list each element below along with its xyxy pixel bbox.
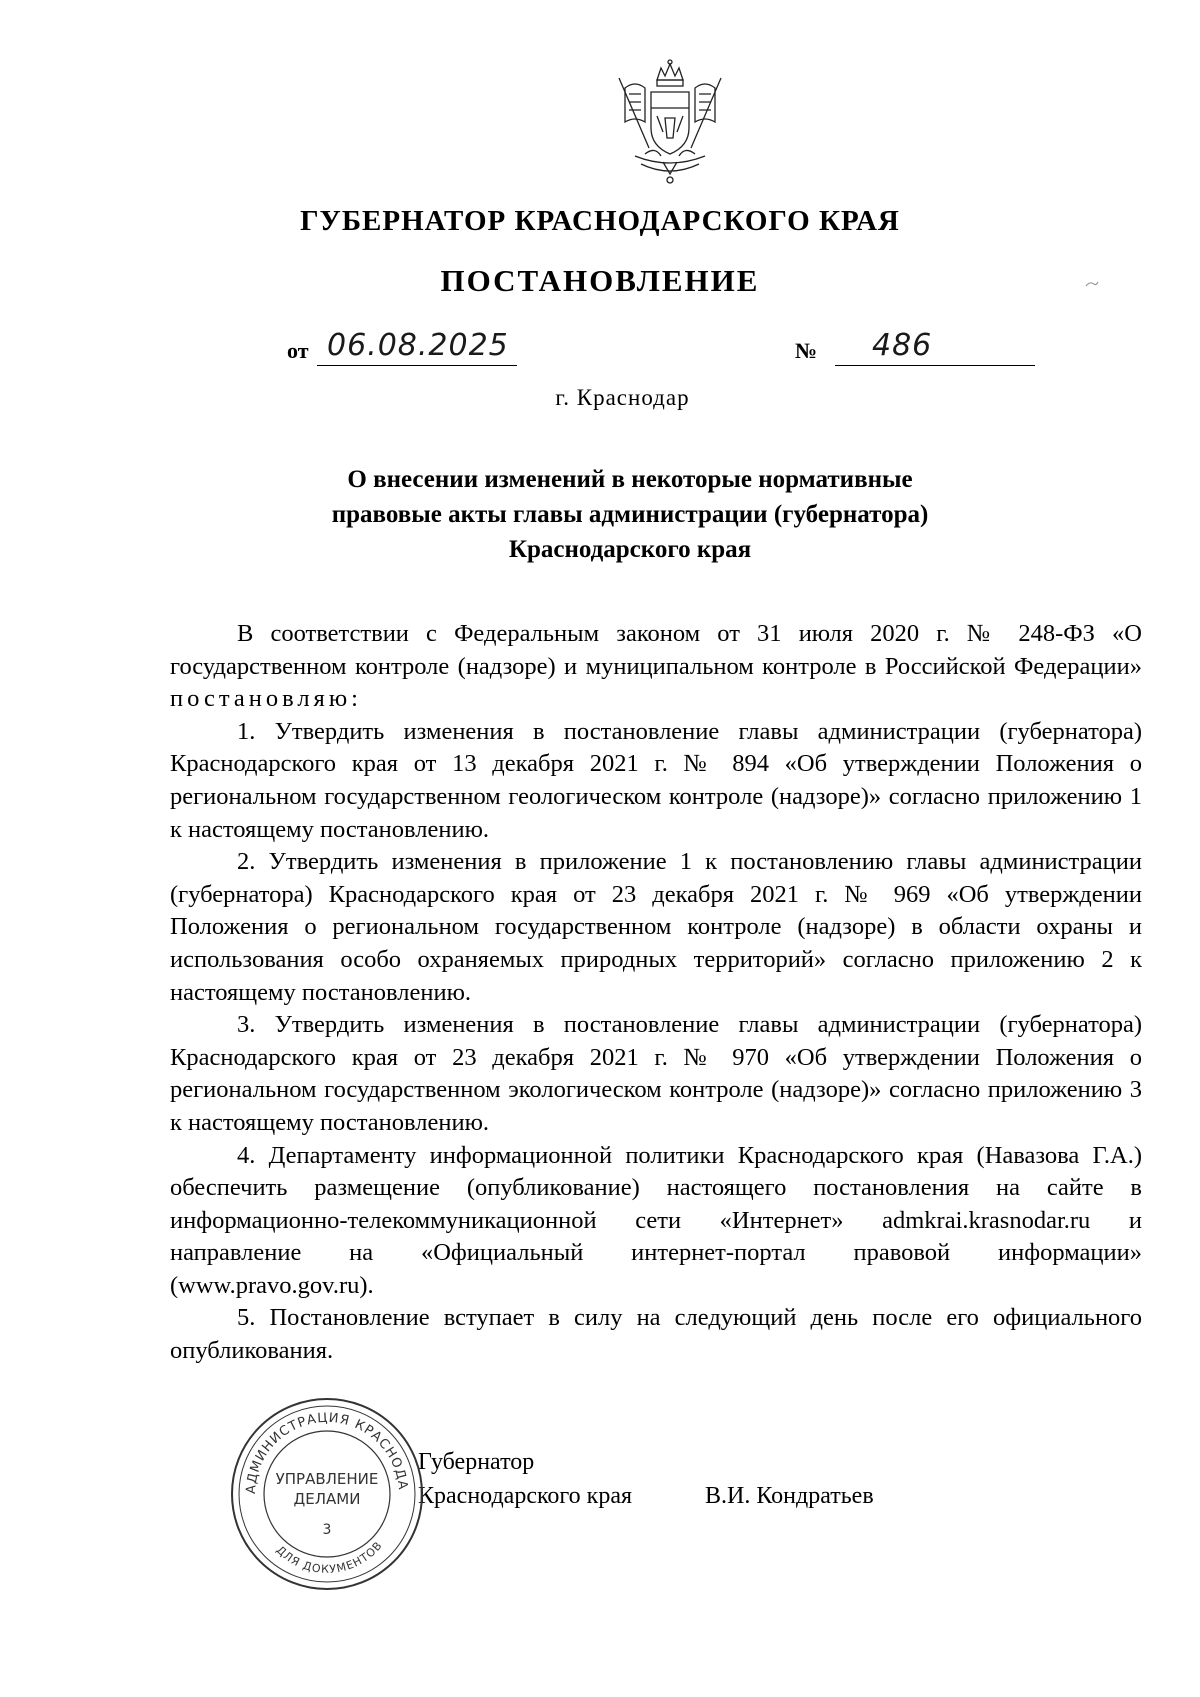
body-intro	[170, 618, 1142, 716]
intro-resolution-word: постановляю:	[170, 685, 362, 713]
signatory-position-line: Губернатор	[418, 1449, 535, 1475]
body-paragraph-2: 2. Утвердить изменения в приложение 1 к постановлению главы администрации (губернатора) Краснодарского края от 23 декабря 2021 г. № 969 «Об утверждении Положения о региональном государственном контроле (надзоре) в области охраны и использования особо охраняемых природных территорий» согласно приложению 2 к настоящему постановлению.	[170, 848, 1142, 1006]
subject-line: Краснодарского края	[508, 536, 752, 563]
body-paragraph-5: 5. Постановление вступает в силу на следующий день после его официального опубликования.	[170, 1304, 1142, 1365]
issue-city: г. Краснодар	[555, 385, 690, 410]
body-paragraph-1: 1. Утвердить изменения в постановление главы администрации (губернатора) Краснодарского края от 13 декабря 2021 г. № 894 «Об утверждении Положения о региональном государственном геологическом контроле (надзоре)» согласно приложению 1 к настоящему постановлению.	[170, 717, 1142, 843]
intro-text: В соответствии с Федеральным законом от 31 июля 2020 г. № 248-ФЗ «О государственном контроле (надзоре) и муниципальном контроле в Российской Федерации»	[170, 620, 1142, 680]
document-body	[170, 618, 1142, 1368]
subject-line: правовые акты главы администрации (губернатора)	[331, 501, 929, 528]
number-underline	[835, 365, 1035, 366]
date-underline	[317, 365, 517, 366]
scan-mark	[1085, 275, 1099, 283]
issuer-title: ГУБЕРНАТОР КРАСНОДАРСКОГО КРАЯ	[300, 205, 900, 237]
handwritten-number: 486	[872, 328, 933, 363]
date-label: от	[287, 338, 309, 363]
krasnodar-coat-of-arms-icon	[605, 58, 735, 188]
svg-text:ДЛЯ ДОКУМЕНТОВ: ДЛЯ ДОКУМЕНТОВ	[273, 1538, 386, 1576]
document-subject	[200, 462, 1060, 567]
signatory-position	[418, 1445, 632, 1513]
document-type: ПОСТАНОВЛЕНИЕ	[440, 263, 760, 298]
body-paragraph-3: 3. Утвердить изменения в постановление главы администрации (губернатора) Краснодарского края от 23 декабря 2021 г. № 970 «Об утверждении Положения о региональном государственном экологическом контроле (надзоре)» согласно приложению 3 к настоящему постановлению.	[170, 1011, 1142, 1136]
date-number-row	[287, 328, 1047, 372]
body-paragraph-4: 4. Департаменту информационной политики Краснодарского края (Навазова Г.А.) обеспечить размещение (опубликование) настоящего постановления на сайте в информационно-телекоммуникационной сети «Интернет» admkrai.krasnodar.ru и направление на «Официальный интернет-портал правовой информации» (www.pravo.gov.ru).	[170, 1141, 1142, 1299]
signatory-name: В.И. Кондратьев	[705, 1483, 874, 1509]
subject-line: О внесении изменений в некоторые нормативные	[347, 466, 913, 493]
svg-text:УПРАВЛЕНИЕ: УПРАВЛЕНИЕ	[275, 1470, 379, 1488]
signatory-position-line: Краснодарского края	[418, 1483, 633, 1509]
svg-text:3: 3	[322, 1522, 332, 1538]
svg-text:ДЕЛАМИ: ДЕЛАМИ	[293, 1490, 361, 1508]
handwritten-date: 06.08.2025	[327, 328, 509, 363]
number-label: №	[795, 338, 818, 363]
svg-text:АДМИНИСТРАЦИЯ КРАСНОДАРСКОГО К: АДМИНИСТРАЦИЯ КРАСНОДА	[243, 1410, 411, 1495]
official-stamp	[225, 1392, 430, 1597]
